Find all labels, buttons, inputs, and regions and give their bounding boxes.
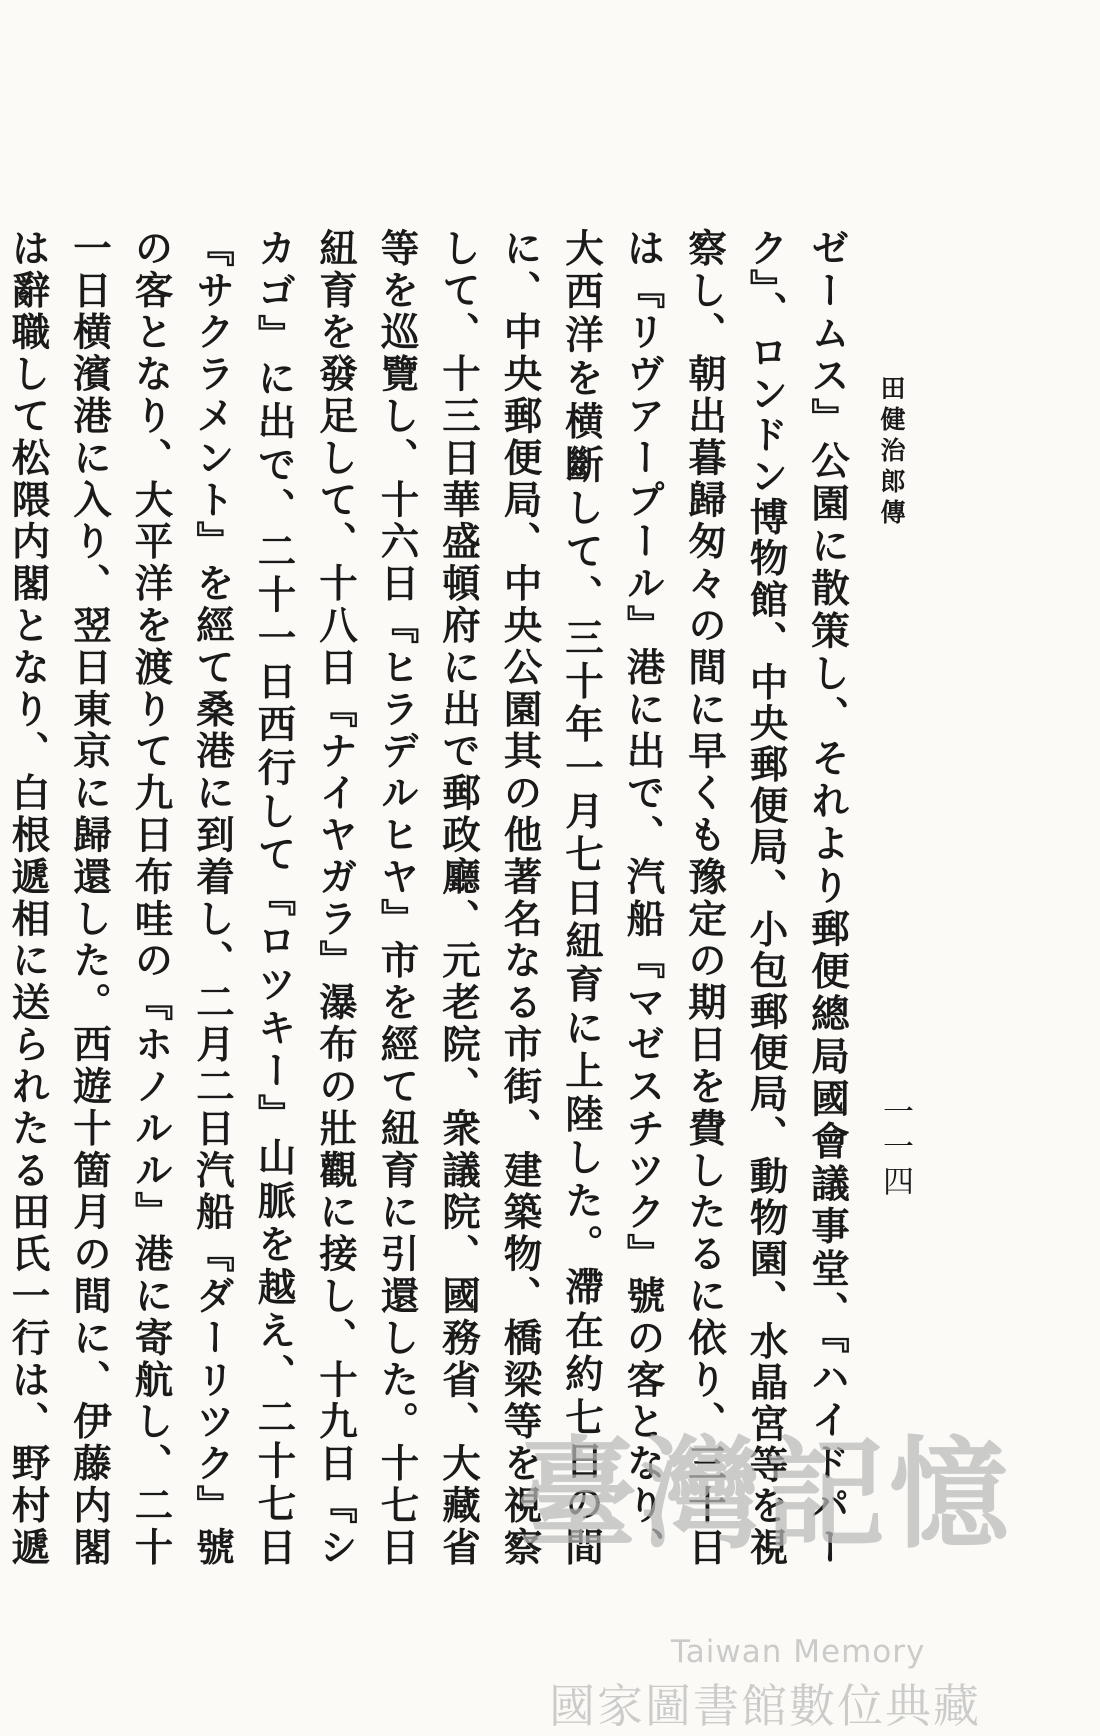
running-title: 田健治郎傳 — [877, 375, 906, 530]
watermark-logo: 臺灣記憶 — [517, 1424, 1013, 1565]
paragraph-1: ゼームス』公園に散策し、それより郵便總局國會議事堂、『ハイドパーク』、ロンドン博物館、中央郵便局、小包郵便局、動物園、水晶宮等を視察し、朝出暮歸匆々の間に早くも豫定の期日を費したるに依り、三十日は『リヴアープール』港に出で、汽船『マゼスチツク』號の客となり、大西洋を横斷して、三十年一月七日紐育に上陸した。滯在約七日の間に、中央郵便局、中央公園其の他著名なる市街、建築物、橋梁等を視察して、十三日華盛頓府に出で郵政廳、元老院、衆議院、國務省、大藏省等を巡覽し、十六日『ヒラデルヒヤ』市を經て紐育に引還した。十七日紐育を發足して、十八日『ナイヤガラ』瀑布の壯觀に接し、十九日『シカゴ』に出で、二十一日西行して『ロツキー』山脈を越え、二十七日『サクラメント』を經て桑港に到着し、二月二日汽船『ダーリツク』號の客となり、大平洋を渡りて九日布哇の『ホノルル』港に寄航し、二十一日横濱港に入り、翌日東京に歸還した。西遊十箇月の間に、伊藤内閣は辭職して松隈内閣となり、白根遞相に送られたる田氏一行は、野村遞 — [5, 228, 850, 1569]
page-number: 一一四 — [877, 1095, 913, 1200]
body-text — [5, 228, 858, 1569]
watermark-subtitle: Taiwan Memory — [671, 1634, 926, 1670]
watermark-organization: 國家圖書館數位典藏 — [549, 1679, 981, 1733]
